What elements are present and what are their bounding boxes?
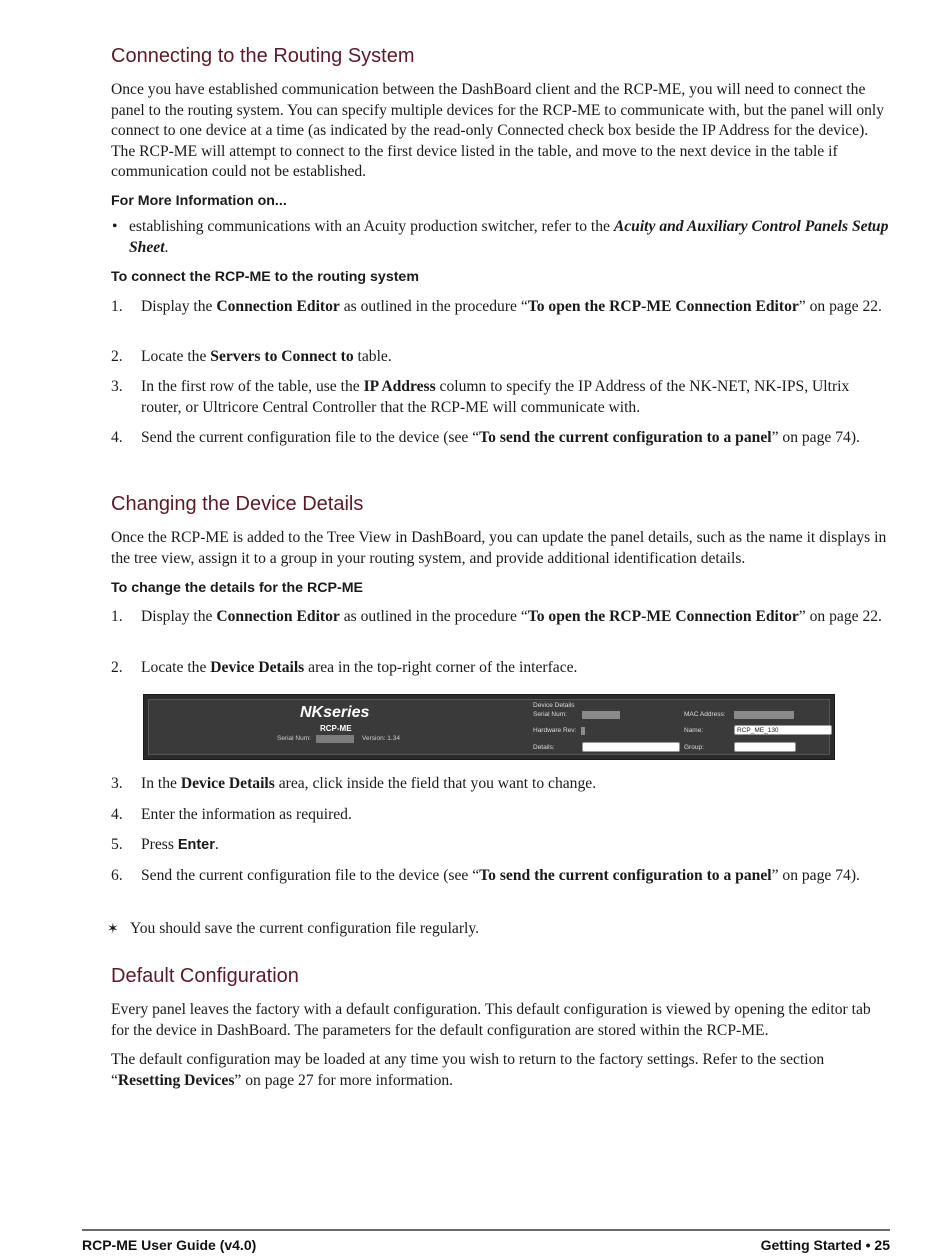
details-step-1: 1. Display the Connection Editor as outlined in the procedure “To open the RCP-ME Connection Editor” on page 22. (111, 608, 882, 625)
device-details-panel-screenshot (143, 694, 835, 760)
details-step-6: 6. Send the current configuration file to the device (see “To send the current configuration to a panel” on page 74). (111, 867, 860, 884)
device-details-title: Device Details (533, 702, 575, 709)
procedure-heading-details: To change the details for the RCP-ME (111, 580, 363, 596)
connect-step-1: 1. Display the Connection Editor as outlined in the procedure “To open the RCP-ME Connection Editor” on page 22. (111, 298, 882, 315)
details-step-5: 5. Press Enter. (111, 836, 219, 853)
panel-model: RCP-ME (320, 724, 352, 733)
details-step-2: 2. Locate the Device Details area in the top-right corner of the interface. (111, 659, 578, 676)
connect-step-4: 4. Send the current configuration file to the device (see “To send the current configuration to a panel” on page 74). (111, 429, 860, 446)
details-label: Details: (533, 744, 555, 751)
details-field[interactable] (582, 742, 680, 752)
panel-frame (148, 699, 830, 755)
group-field[interactable] (734, 742, 796, 752)
more-info-bullet: • establishing communications with an Acuity production switcher, refer to the Acuity and Auxiliary Control Panels Setup Sheet. (112, 218, 889, 256)
device-details-intro-paragraph: Once the RCP-ME is added to the Tree View in DashBoard, you can update the panel details, such as the name it displays in the tree view, assign it to a group in your routing system, and provide additional identification details. (111, 529, 887, 567)
default-config-paragraph-1: Every panel leaves the factory with a default configuration. This default configuration is viewed by opening the editor tab for the device in DashBoard. The parameters for the default configuration are stored within the RCP-ME. (111, 1001, 871, 1039)
connect-step-2: 2. Locate the Servers to Connect to table. (111, 348, 392, 365)
details-step-4: 4. Enter the information as required. (111, 806, 352, 823)
name-label: Name: (684, 727, 704, 734)
panel-serial-value-redacted (316, 735, 354, 743)
footer-guide-title: RCP-ME User Guide (v4.0) (82, 1237, 257, 1253)
enter-key-label: Enter (177, 837, 215, 853)
default-config-paragraph-2: The default configuration may be loaded at any time you wish to return to the factory settings. Refer to the section “Resetting Devices” on page 27 for more information. (111, 1051, 825, 1089)
name-field[interactable]: RCP_ME_130 (734, 725, 832, 735)
group-label: Group: (684, 744, 704, 751)
section-heading-device-details: Changing the Device Details (111, 493, 364, 515)
connect-step-3: 3. In the first row of the table, use the IP Address column to specify the IP Address of the NK-NET, NK-IPS, Ultrix router, or Ultricore Central Controller that the RCP-ME will communicate with. (111, 378, 850, 416)
section-heading-routing: Connecting to the Routing System (111, 45, 415, 67)
details-step-3: 3. In the Device Details area, click inside the field that you want to change. (111, 775, 597, 792)
footer-rule (82, 1229, 890, 1231)
mac-address-value-redacted (734, 711, 794, 719)
hardware-rev-value-redacted (581, 727, 585, 735)
more-info-heading: For More Information on... (111, 193, 287, 209)
hardware-rev-label: Hardware Rev: (533, 727, 577, 734)
footer-page-number: Getting Started • 25 (760, 1237, 890, 1253)
star-icon: ✶ (107, 921, 119, 937)
panel-serial-label: Serial Num: (277, 735, 311, 742)
dd-serial-value-redacted (582, 711, 620, 719)
panel-version: Version: 1.34 (362, 735, 400, 742)
section-heading-default-config: Default Configuration (111, 965, 299, 987)
nkseries-logo: NKseries (300, 704, 370, 721)
dd-serial-label: Serial Num: (533, 711, 567, 718)
save-note: ✶ You should save the current configuration file regularly. (107, 919, 887, 940)
procedure-heading-connect: To connect the RCP-ME to the routing system (111, 269, 419, 285)
acuity-reference: Acuity and Auxiliary Control Panels Setup Sheet (129, 218, 889, 256)
routing-intro-paragraph: Once you have established communication between the DashBoard client and the RCP-ME, you will need to connect the panel to the routing system. You can specify multiple devices for the RCP-ME to communicate with, but the panel will only connect to one device at a time (as indicated by the read-only Connected check box beside the IP Address for the device). The RCP-ME will attempt to connect to the first device listed in the table, and move to the next device in the table if communication could not be established. (111, 81, 885, 180)
mac-address-label: MAC Address: (684, 711, 726, 718)
